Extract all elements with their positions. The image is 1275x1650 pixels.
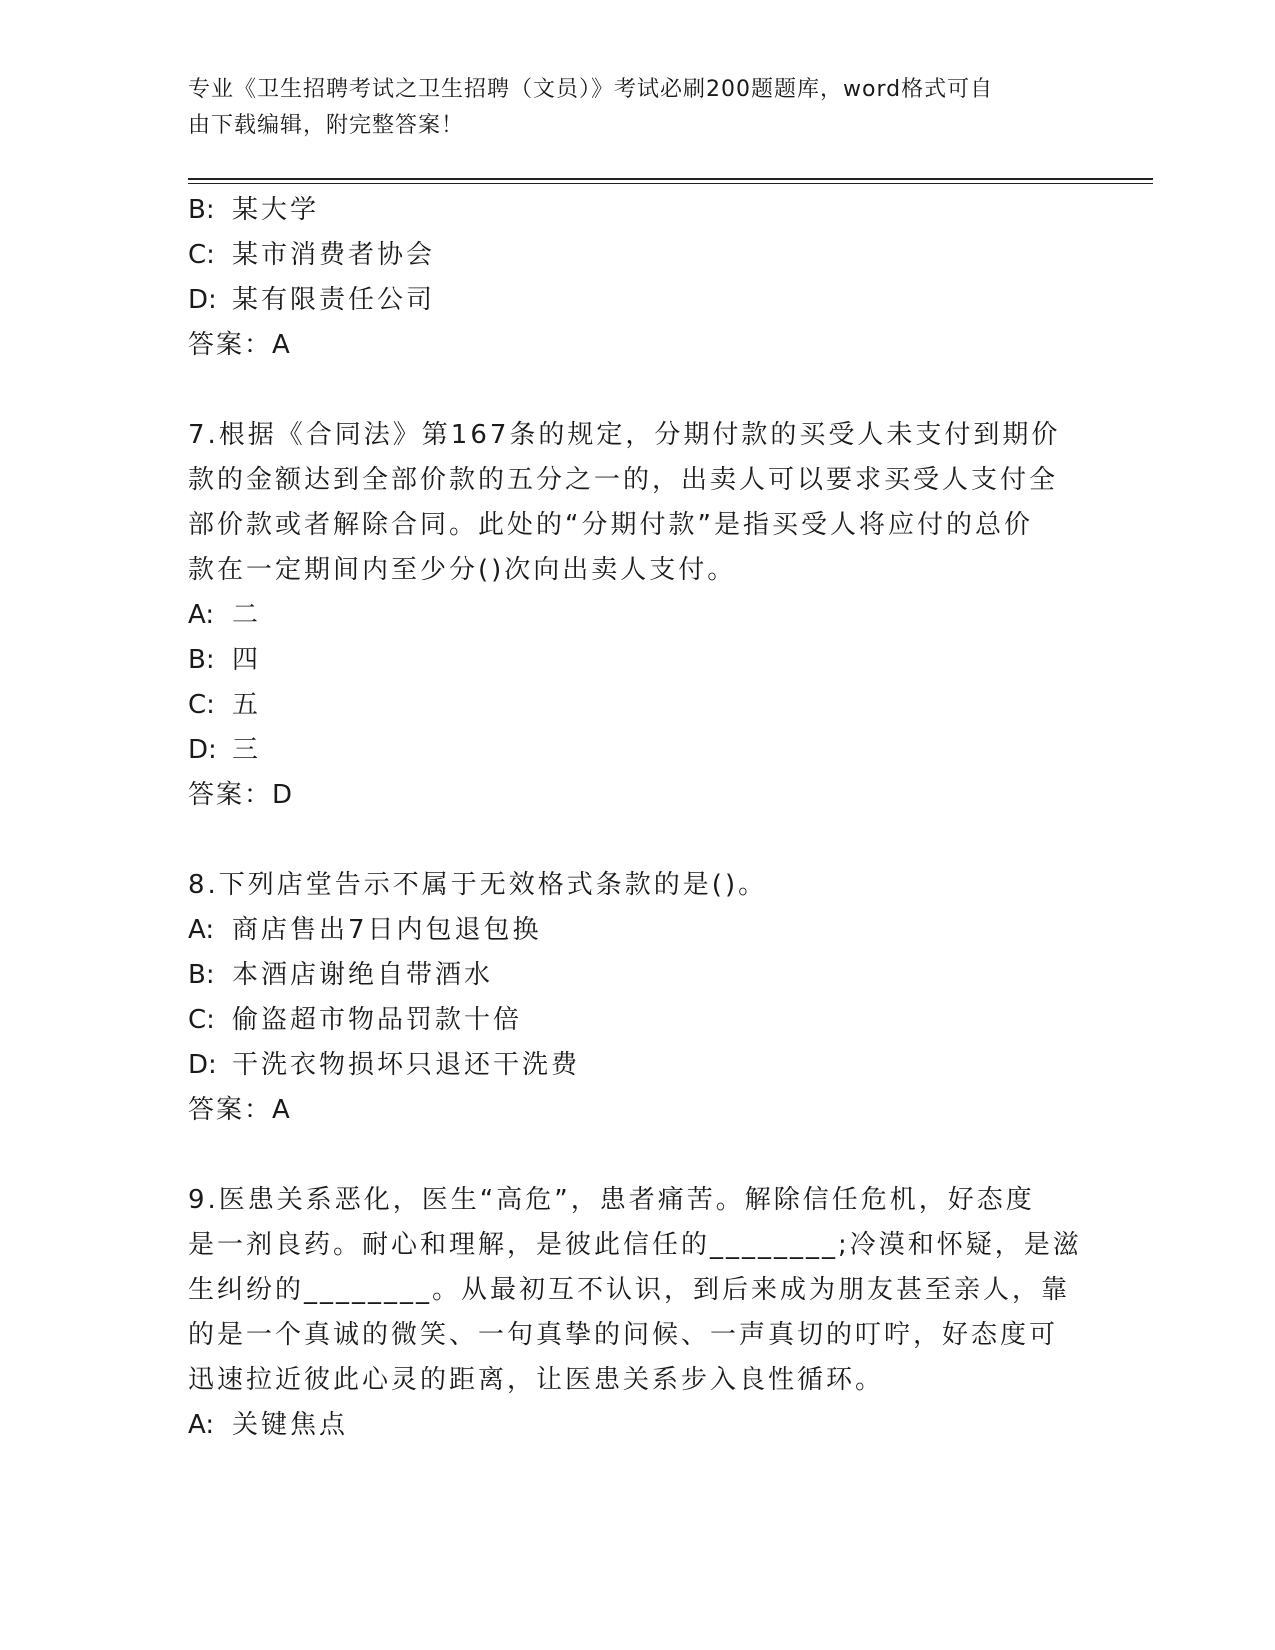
option-a: A: 关键焦点 [188,1410,349,1440]
question-text-line: 款在一定期间内至少分()次向出卖人支付。 [188,555,737,585]
option-b: B: 某大学 [188,195,320,225]
header-line-2: 由下载编辑，附完整答案！ [188,113,465,138]
option-b: B: 本酒店谢绝自带酒水 [188,960,494,990]
question-text-line: 生纠纷的________。从最初互不认识，到后来成为朋友甚至亲人，靠 [188,1275,1071,1305]
question-text-line: 8.下列店堂告示不属于无效格式条款的是()。 [188,870,768,900]
question-7 [188,413,1068,818]
prev-question-options [188,188,1068,368]
header-rule-thin [188,183,1153,184]
header-rule-thick [188,178,1153,180]
option-a: A: 商店售出7日内包退包换 [188,915,542,945]
option-c: C: 偷盗超市物品罚款十倍 [188,1005,523,1035]
header-line-1: 专业《卫生招聘考试之卫生招聘（文员）》考试必刷200题题库，word格式可自 [188,77,994,102]
question-text-line: 迅速拉近彼此心灵的距离，让医患关系步入良性循环。 [188,1365,885,1395]
question-text-line: 是一剂良药。耐心和理解，是彼此信任的________;冷漠和怀疑，是滋 [188,1230,1082,1260]
question-text-line: 部价款或者解除合同。此处的“分期付款”是指买受人将应付的总价 [188,510,1033,540]
option-d: D: 三 [188,735,262,765]
option-b: B: 四 [188,645,262,675]
option-a: A: 二 [188,600,262,630]
question-text-line: 9.医患关系恶化，医生“高危”，患者痛苦。解除信任危机，好态度 [188,1185,1035,1215]
document-body [188,188,1082,1448]
question-text-line: 的是一个真诚的微笑、一句真挚的问候、一声真切的叮咛，好态度可 [188,1320,1059,1350]
question-9 [188,1178,1082,1448]
answer: 答案：A [188,330,292,360]
question-text-line: 7.根据《合同法》第167条的规定，分期付款的买受人未支付到期价 [188,420,1061,450]
option-c: C: 某市消费者协会 [188,240,436,270]
answer: 答案：A [188,1095,292,1125]
document-header [188,72,1068,144]
question-8 [188,863,1068,1133]
option-d: D: 干洗衣物损坏只退还干洗费 [188,1050,581,1080]
answer: 答案：D [188,780,295,810]
option-c: C: 五 [188,690,262,720]
option-d: D: 某有限责任公司 [188,285,436,315]
question-text-line: 款的金额达到全部价款的五分之一的，出卖人可以要求买受人支付全 [188,465,1059,495]
